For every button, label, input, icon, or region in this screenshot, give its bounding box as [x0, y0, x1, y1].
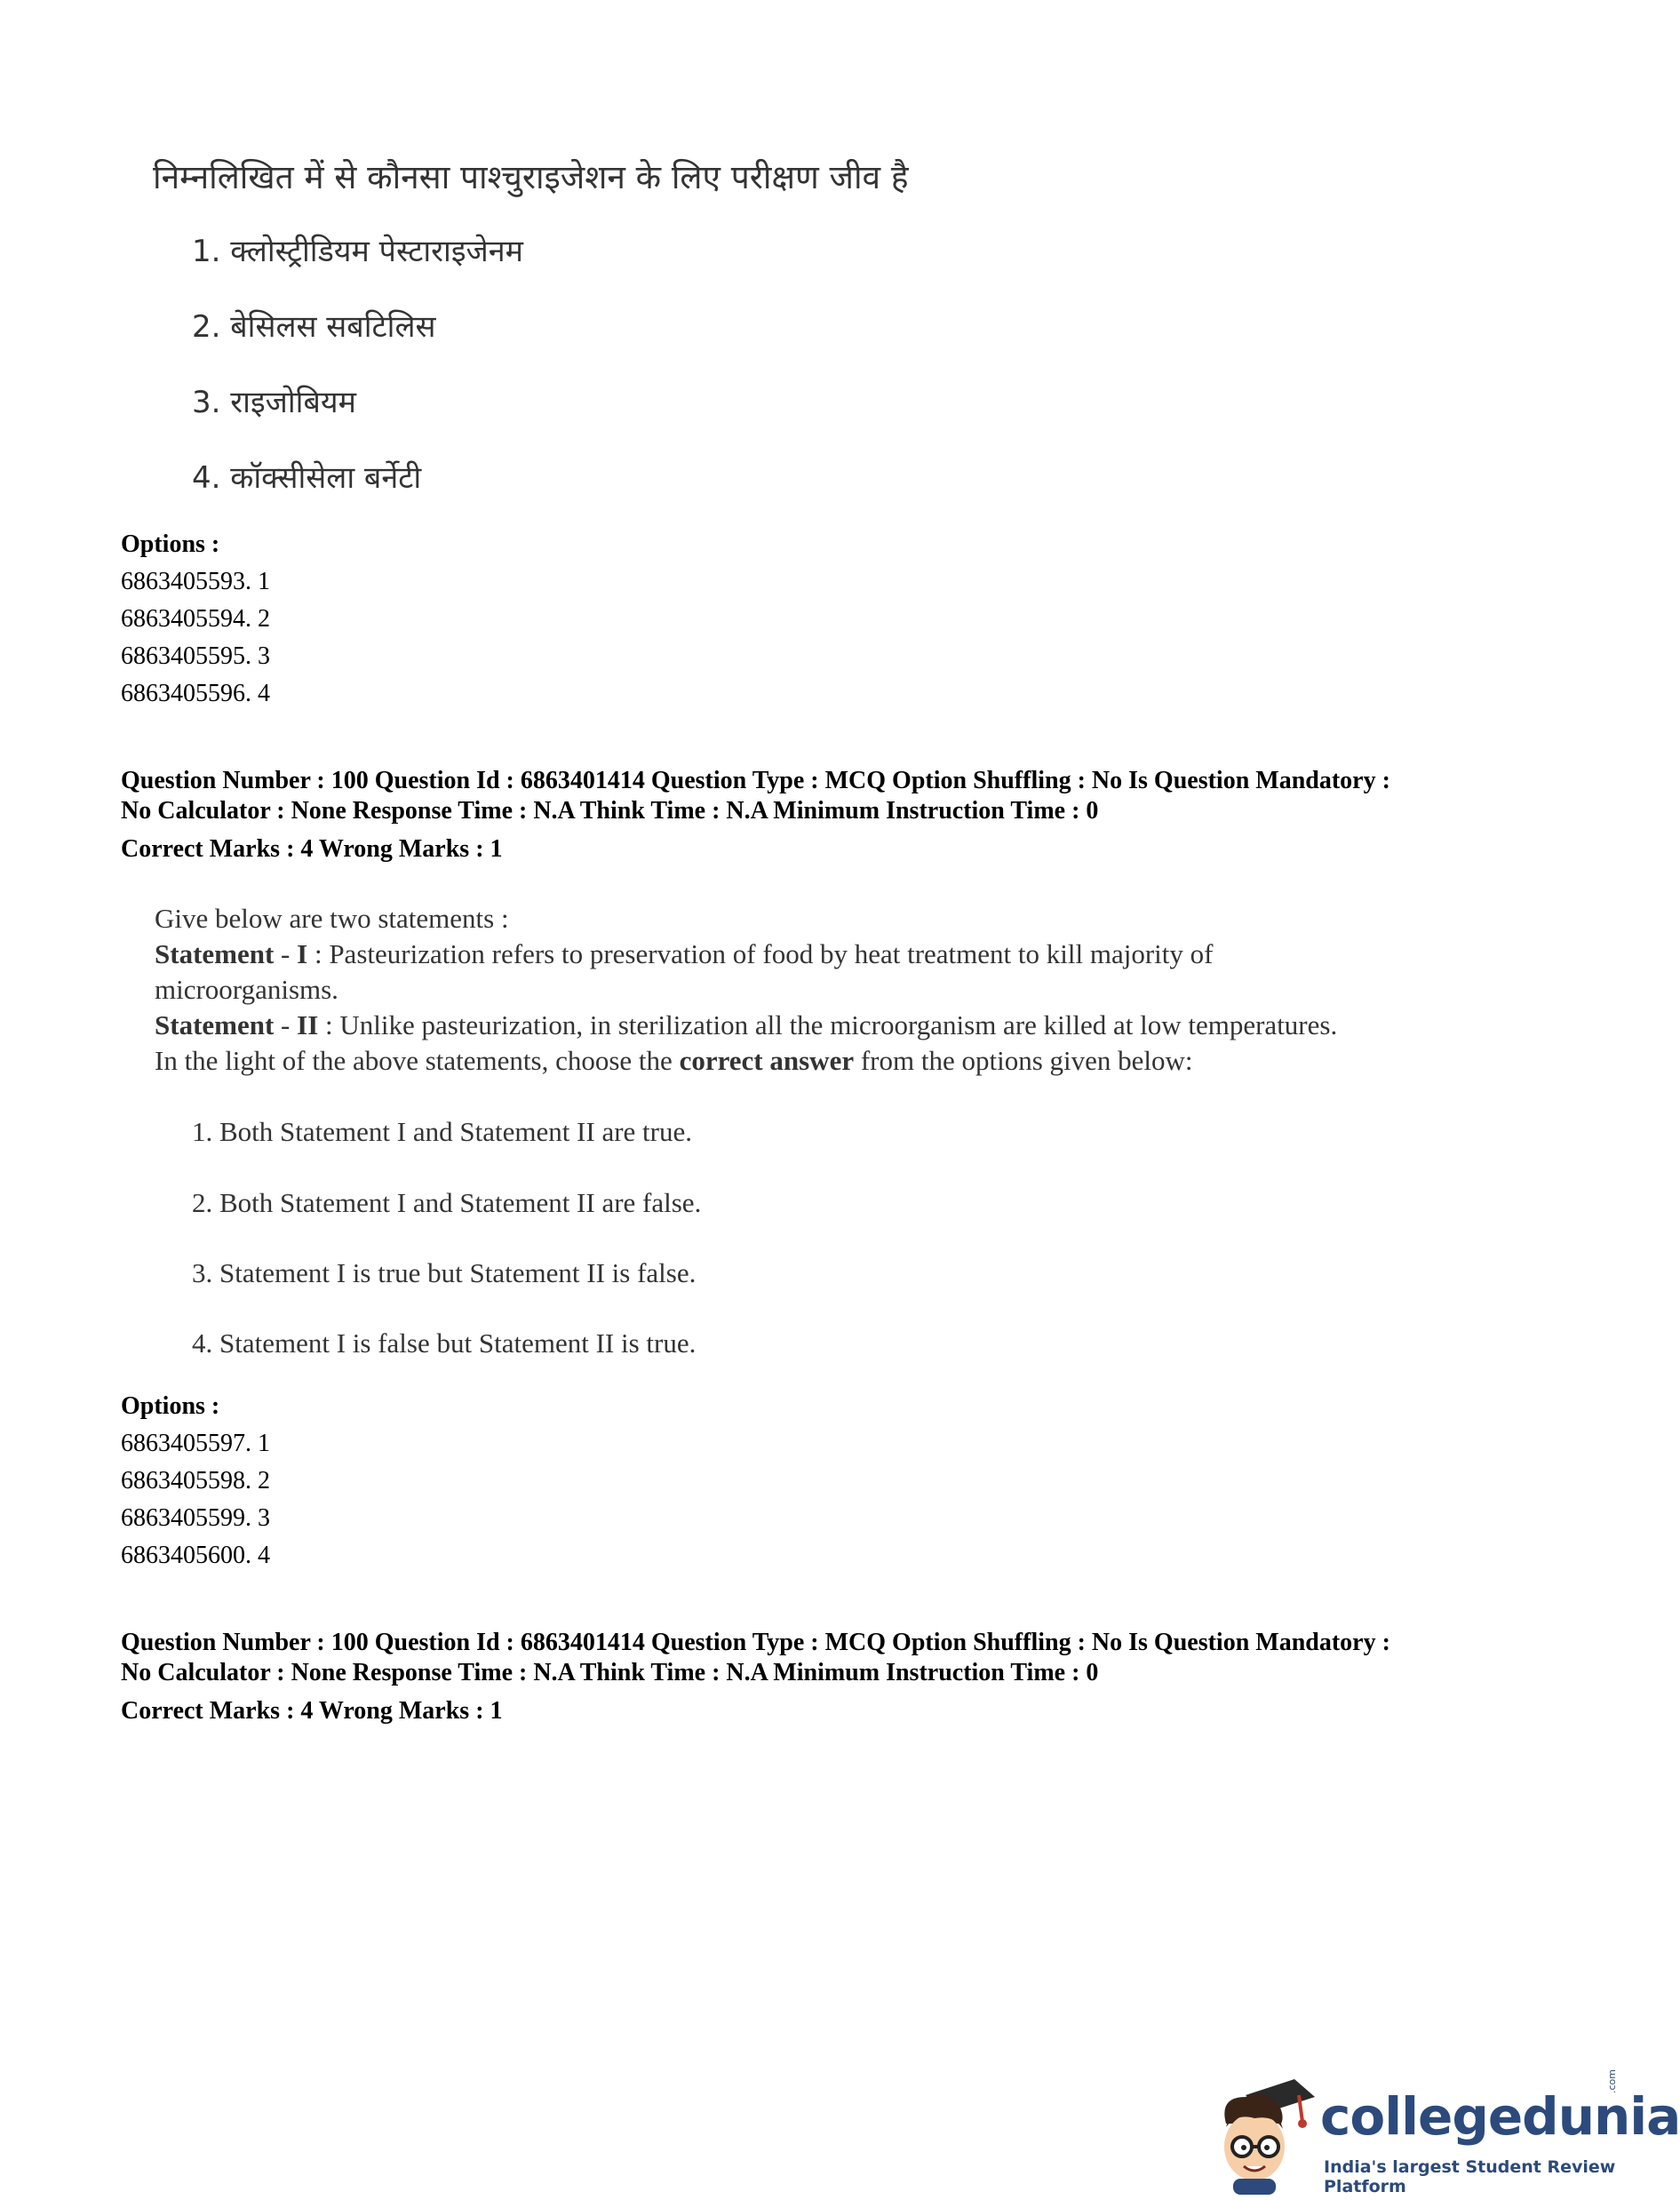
- meta1-line2: No Calculator : None Response Time : N.A Think Time : N.A Minimum Instruction Time : 0: [121, 797, 1099, 825]
- q2-prompt: [155, 1045, 1193, 1077]
- q2-choice-3: 3. Statement I is true but Statement II is false.: [192, 1257, 697, 1288]
- q2-s1-text: : Pasteurization refers to preservation of food by heat treatment to kill majority of: [307, 938, 1214, 969]
- q1-option-3: 6863405595. 3: [121, 642, 270, 670]
- q2-s2-text: : Unlike pasteurization, in sterilization all the microorganism are killed at low temperatures.: [318, 1009, 1338, 1040]
- logo-suffix: .com: [1606, 2069, 1618, 2093]
- q2-intro: Give below are two statements :: [155, 903, 509, 934]
- q2-prompt-b: from the options given below:: [854, 1045, 1193, 1076]
- q2-option-2: 6863405598. 2: [121, 1467, 270, 1495]
- q1-choice-3: 3. राइजोबियम: [192, 385, 356, 420]
- q1-choice-2: 2. बेसिलस सबटिलिस: [192, 309, 436, 345]
- q2-s1-text-cont: microorganisms.: [155, 974, 338, 1005]
- q1-options-label: Options :: [121, 530, 220, 558]
- q1-stem: निम्नलिखित में से कौनसा पाश्चुराइजेशन के लिए परीक्षण जीव है: [153, 158, 909, 196]
- meta2-line2: No Calculator : None Response Time : N.A Think Time : N.A Minimum Instruction Time : 0: [121, 1659, 1099, 1686]
- logo-mascot-icon: [1210, 2070, 1317, 2195]
- q2-s2-label: Statement: [155, 1009, 275, 1040]
- q1-choice-4: 4. कॉक्सीसेला बर्नेटी: [192, 460, 422, 496]
- q2-s1-dash: -: [274, 938, 298, 969]
- q2-option-4: 6863405600. 4: [121, 1542, 270, 1569]
- meta1-line3: Correct Marks : 4 Wrong Marks : 1: [121, 835, 503, 863]
- q2-s2-dash: -: [274, 1009, 298, 1040]
- q2-prompt-a: In the light of the above statements, choose the: [155, 1045, 680, 1076]
- q2-options-label: Options :: [121, 1392, 220, 1420]
- q2-statement-2: [155, 1009, 1337, 1041]
- q1-option-2: 6863405594. 2: [121, 605, 270, 633]
- q2-choice-4: 4. Statement I is false but Statement II is true.: [192, 1327, 697, 1359]
- q2-choice-1: 1. Both Statement I and Statement II are true.: [192, 1116, 692, 1147]
- q2-s1-num: I: [297, 938, 308, 969]
- q2-choice-2: 2. Both Statement I and Statement II are false.: [192, 1187, 702, 1218]
- q2-option-1: 6863405597. 1: [121, 1430, 270, 1457]
- q2-statement-1: [155, 938, 1213, 970]
- logo-tagline: India's largest Student Review Platform: [1324, 2157, 1616, 2196]
- logo-name: collegedunia: [1320, 2086, 1680, 2147]
- meta2-line1: Question Number : 100 Question Id : 6863401414 Question Type : MCQ Option Shuffling : No Is Question Mandatory :: [121, 1629, 1390, 1656]
- meta2-line3: Correct Marks : 4 Wrong Marks : 1: [121, 1697, 503, 1725]
- q1-choice-1: 1. क्लोस्ट्रीडियम पेस्टाराइजेनम: [192, 234, 523, 269]
- q2-s2-num: II: [297, 1009, 319, 1040]
- meta1-line1: Question Number : 100 Question Id : 6863401414 Question Type : MCQ Option Shuffling : No Is Question Mandatory :: [121, 767, 1390, 794]
- q1-option-4: 6863405596. 4: [121, 680, 270, 707]
- q2-option-3: 6863405599. 3: [121, 1504, 270, 1532]
- q1-option-1: 6863405593. 1: [121, 568, 270, 595]
- q2-s1-label: Statement: [155, 938, 275, 969]
- q2-prompt-bold: correct answer: [679, 1045, 855, 1076]
